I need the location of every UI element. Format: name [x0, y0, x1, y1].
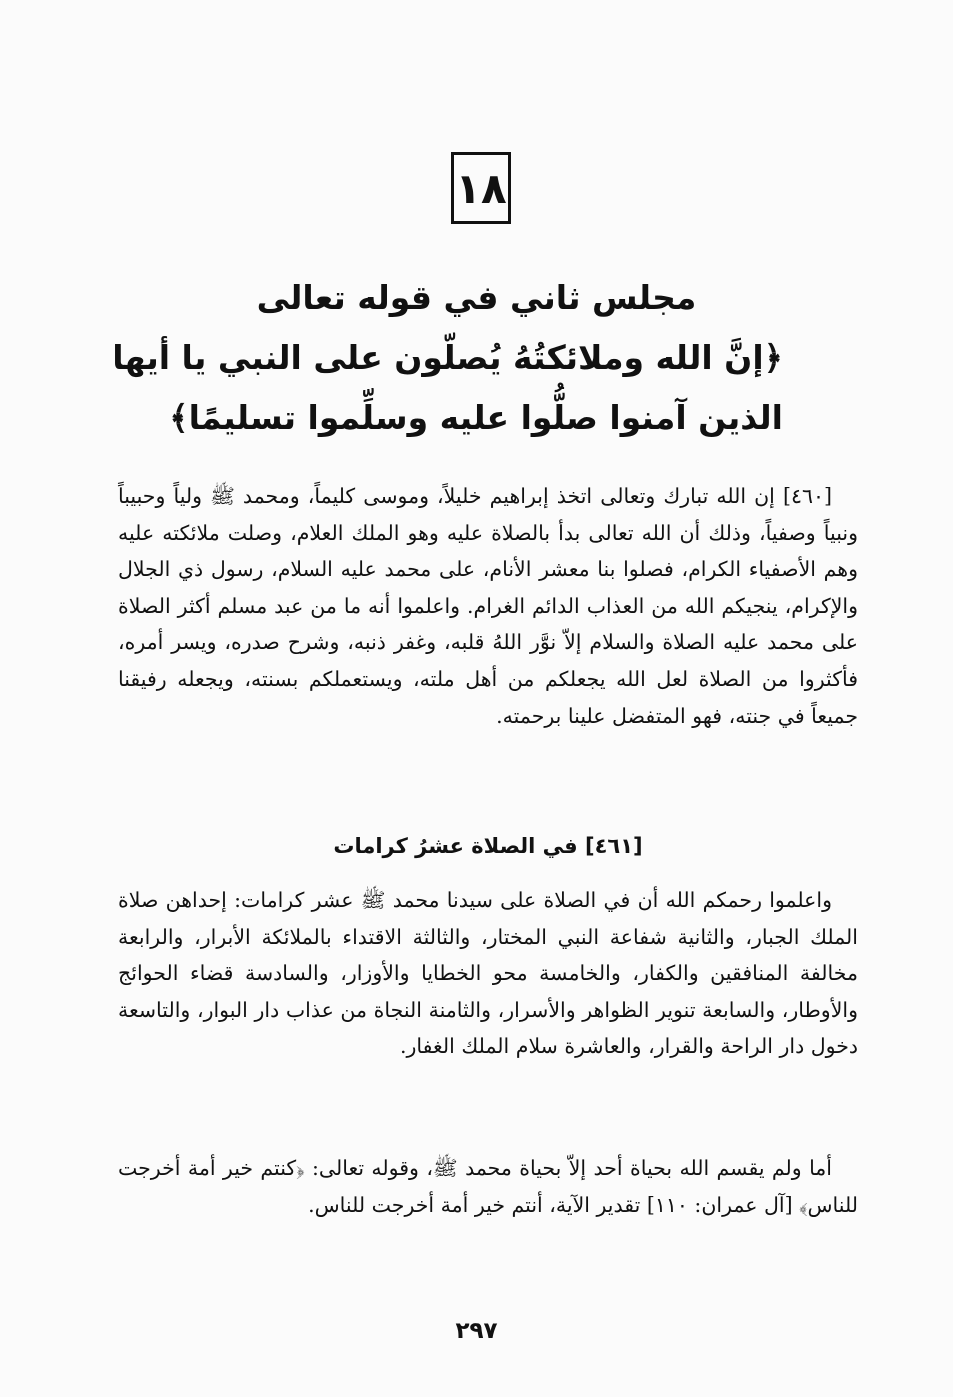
chapter-title: [112, 268, 783, 448]
title-line-2: ﴿إنَّ الله وملائكتُهُ يُصلّون على النبي يا أيها: [112, 338, 783, 377]
paragraph-461-text: واعلموا رحمكم الله أن في الصلاة على سيدنا محمد ﷺ عشر كرامات: إحداهن صلاة الملك الجبار، والثانية شفاعة النبي المختار، والثالثة الاقتداء بالملائكة الأبرار، والرابعة مخالفة المنافقين والكفار، والخامسة محو الخطايا والأوزار، والسادسة قضاء الحوائج والأوطار، والسابعة تنوير الظواهر والأسرار، والثامنة النجاة من عذاب دار البوار، والتاسعة دخول دار الراحة والقرار، والعاشرة سلام الملك الغفار.: [118, 888, 858, 1059]
paragraph-461: [118, 882, 858, 1065]
paragraph-460-text: [٤٦٠] إن الله تبارك وتعالى اتخذ إبراهيم خليلاً، وموسى كليماً، ومحمد ﷺ ولياً وحبيباً ونبياً وصفياً، وذلك أن الله تعالى بدأ بالصلاة عليه وهو الملك العلام، وصلت ملائكته عليه وهم الأصفياء الكرام، فصلوا بنا معشر الأنام، على محمد عليه السلام، رسول ذي الجلال والإكرام، ينجيكم الله من العذاب الدائم الغرام. واعلموا أنه ما من عبد مسلم أكثر الصلاة على محمد عليه الصلاة والسلام إلاّ نوَّر اللهُ قلبه، وغفر ذنبه، وشرح صدره، ويسر أمره، فأكثروا من الصلاة لعل الله يجعلكم من أهل ملته، ويستعملكم بسنته، ويجعله رفيقنا جميعاً في جنته، فهو المتفضل علينا برحمته.: [118, 484, 858, 728]
paragraph-closing: [118, 1150, 858, 1223]
page-number: ٢٩٧: [455, 1318, 498, 1344]
chapter-number-box: [451, 152, 511, 224]
title-line-1: مجلس ثاني في قوله تعالى: [256, 278, 697, 317]
paragraph-460: [118, 478, 858, 734]
title-line-3: الذين آمنوا صلُّوا عليه وسلِّموا تسليمًا﴾: [169, 398, 783, 437]
section-heading-461: [٤٦١] في الصلاة عشرُ كرامات: [333, 834, 643, 858]
chapter-number: ١٨: [455, 163, 507, 213]
paragraph-closing-text: أما ولم يقسم الله بحياة أحد إلاّ بحياة محمد ﷺ، وقوله تعالى: ﴿كنتم خير أمة أخرجت للناس﴾ [آل عمران: ١١٠] تقدير الآية، أنتم خير أمة أخرجت للناس.: [118, 1156, 858, 1217]
